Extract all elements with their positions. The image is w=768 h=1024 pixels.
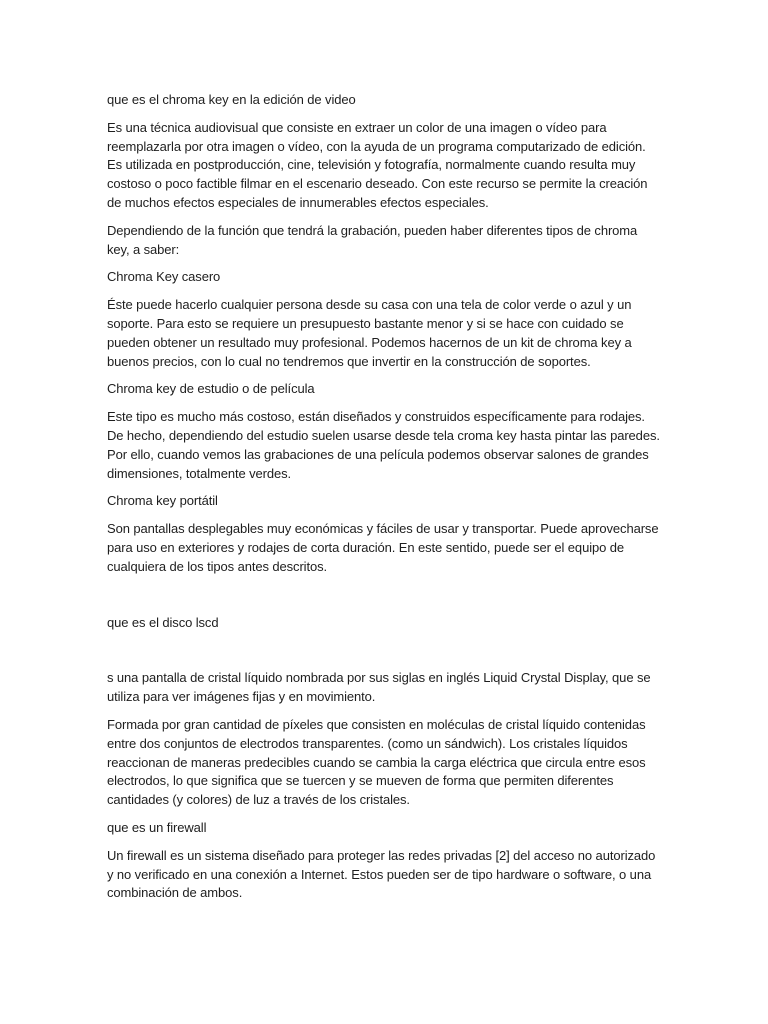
paragraph-chroma-portatil: Son pantallas desplegables muy económicas y fáciles de usar y transportar. Puede aprovecharse para uso en exteriores y rodajes de corta duración. En este sentido, puede ser el equipo de cualquiera de los tipos antes descritos.: [107, 521, 659, 574]
section-heading-firewall: que es un firewall: [107, 819, 207, 835]
document-page: [107, 91, 663, 912]
section-heading-chroma-casero: Chroma Key casero: [107, 269, 221, 285]
paragraph-chroma-key-definition: Es una técnica audiovisual que consiste en extraer un color de una imagen o vídeo para reemplazarla por otra imagen o vídeo, con la ayuda de un programa computarizado de edición. Es utilizada en postproducción, cine, televisión y fotografía, normalmente cuando resulta muy costoso o poco factible filmar en el escenario deseado. Con este recurso se permite la creación de muchos efectos especiales de innumerables efectos especiales.: [107, 119, 648, 210]
paragraph-firewall: Un firewall es un sistema diseñado para proteger las redes privadas [2] del acceso no autorizado y no verificado en una conexión a Internet. Estos pueden ser de tipo hardware o software, o una combinación de ambos.: [107, 847, 656, 901]
section-heading-chroma-key: que es el chroma key en la edición de video: [107, 92, 356, 107]
paragraph-lcd-definition: s una pantalla de cristal líquido nombrada por sus siglas en inglés Liquid Crystal Display, que se utiliza para ver imágenes fijas y en movimiento.: [107, 670, 651, 705]
paragraph-chroma-key-types-intro: Dependiendo de la función que tendrá la grabación, pueden haber diferentes tipos de chroma key, a saber:: [107, 222, 638, 257]
paragraph-chroma-estudio: Este tipo es mucho más costoso, están diseñados y construidos específicamente para rodajes. De hecho, dependiendo del estudio suelen usarse desde tela croma key hasta pintar las paredes. Por ello, cuando vemos las grabaciones de una película podemos observar salones de grandes dimensiones, totalmente verdes.: [107, 409, 660, 481]
section-heading-disco-lscd: que es el disco lscd: [107, 614, 219, 630]
section-heading-chroma-estudio: Chroma key de estudio o de película: [107, 381, 315, 397]
paragraph-chroma-casero: Éste puede hacerlo cualquier persona desde su casa con una tela de color verde o azul y un soporte. Para esto se requiere un presupuesto bastante menor y si se hace con cuidado se pueden obtener un resultado muy profesional. Podemos hacernos de un kit de chroma key a buenos precios, con lo cual no tendremos que invertir en la construcción de soportes.: [107, 297, 632, 369]
paragraph-lcd-pixels: Formada por gran cantidad de píxeles que consisten en moléculas de cristal líquido contenidas entre dos conjuntos de electrodos transparentes. (como un sándwich). Los cristales líquidos reaccionan de maneras predecibles cuando se cambia la carga eléctrica que circula entre esos electrodos, lo que significa que se tuercen y se mueven de forma que permiten diferentes cantidades (y colores) de luz a través de los cristales.: [107, 716, 646, 808]
section-heading-chroma-portatil: Chroma key portátil: [107, 493, 218, 509]
